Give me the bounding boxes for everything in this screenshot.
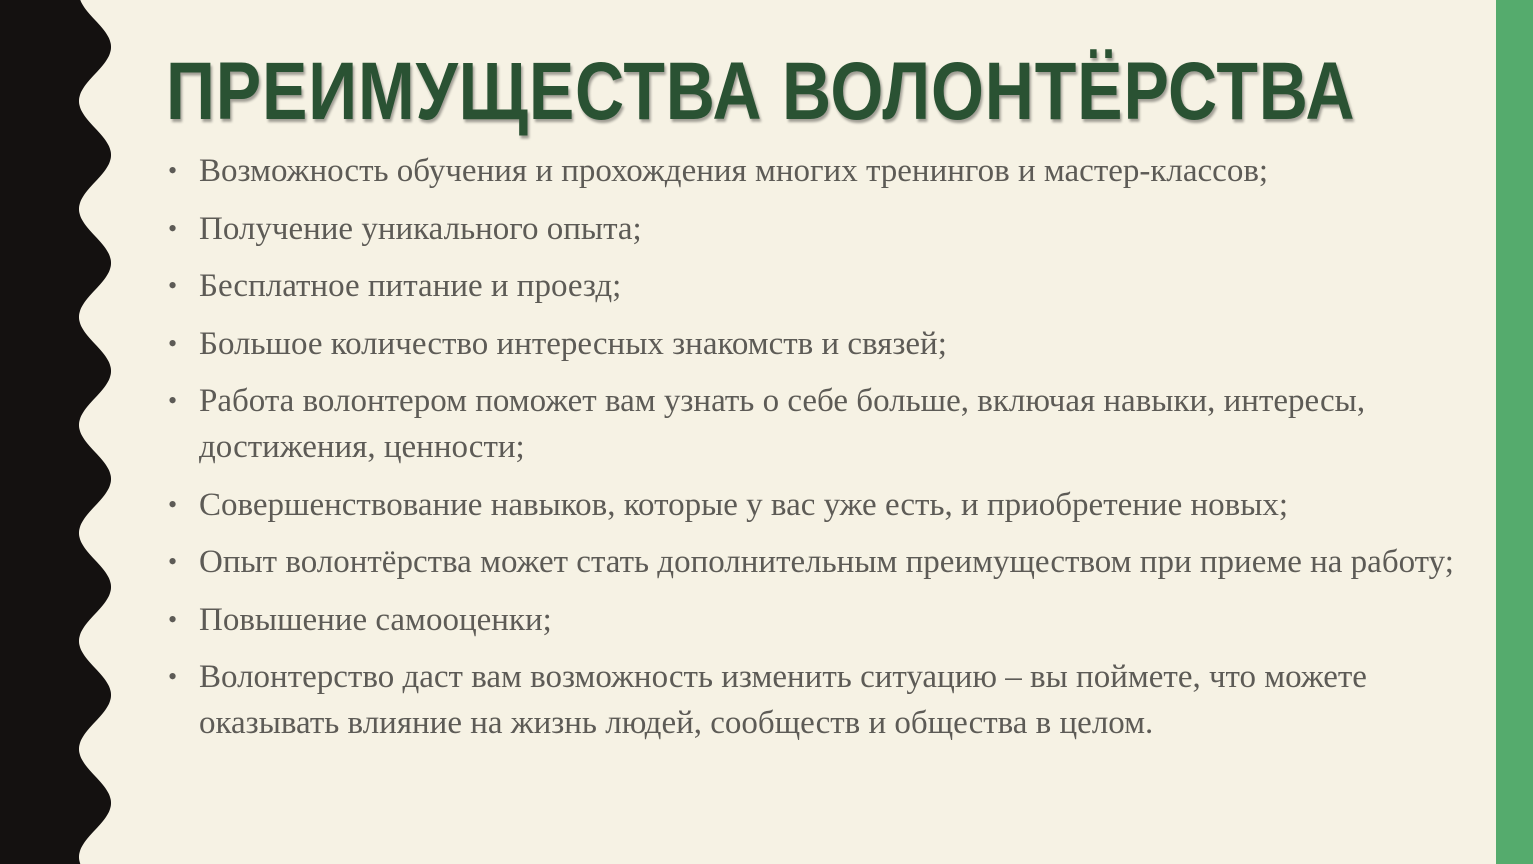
list-item <box>168 654 1458 746</box>
list-item-text: Совершенствование навыков, которые у вас уже есть, и приобретение новых; <box>199 486 1289 523</box>
list-item <box>168 206 1458 252</box>
list-item <box>168 597 1458 643</box>
green-side-strip <box>1496 0 1533 864</box>
list-item <box>168 482 1458 528</box>
list-item <box>168 321 1458 367</box>
bullet-dot-icon: • <box>168 271 178 300</box>
bullet-dot-icon: • <box>168 386 178 415</box>
bullet-dot-icon: • <box>168 213 178 243</box>
wavy-left-band <box>0 0 130 864</box>
list-item-text: Опыт волонтёрства может стать дополнительным преимуществом при приеме на работу; <box>199 544 1454 580</box>
bullet-dot-icon: • <box>168 328 178 358</box>
list-item-text: Волонтерство даст вам возможность изменить ситуацию – вы поймете, что можете оказывать влияние на жизнь людей, сообществ и общества в целом. <box>199 659 1367 741</box>
list-item-text: Большое количество интересных знакомств и связей; <box>199 325 947 362</box>
list-item <box>168 263 1458 309</box>
list-item <box>168 148 1458 194</box>
bullet-dot-icon: • <box>168 604 178 634</box>
list-item-text: Бесплатное питание и проезд; <box>199 268 622 304</box>
bullet-dot-icon: • <box>168 156 178 185</box>
benefits-list <box>168 148 1458 758</box>
list-item-text: Получение уникального опыта; <box>199 210 642 247</box>
bullet-dot-icon: • <box>168 547 178 576</box>
list-item-text: Возможность обучения и прохождения многих тренингов и мастер-классов; <box>199 153 1269 189</box>
list-item <box>168 539 1458 585</box>
list-item <box>168 378 1458 470</box>
bullet-dot-icon: • <box>168 662 178 691</box>
bullet-dot-icon: • <box>168 489 178 519</box>
list-item-text: Повышение самооценки; <box>199 601 552 638</box>
list-item-text: Работа волонтером поможет вам узнать о себе больше, включая навыки, интересы, достижения, ценности; <box>199 383 1366 465</box>
slide-title: ПРЕИМУЩЕСТВА ВОЛОНТЁРСТВА <box>166 46 1356 137</box>
